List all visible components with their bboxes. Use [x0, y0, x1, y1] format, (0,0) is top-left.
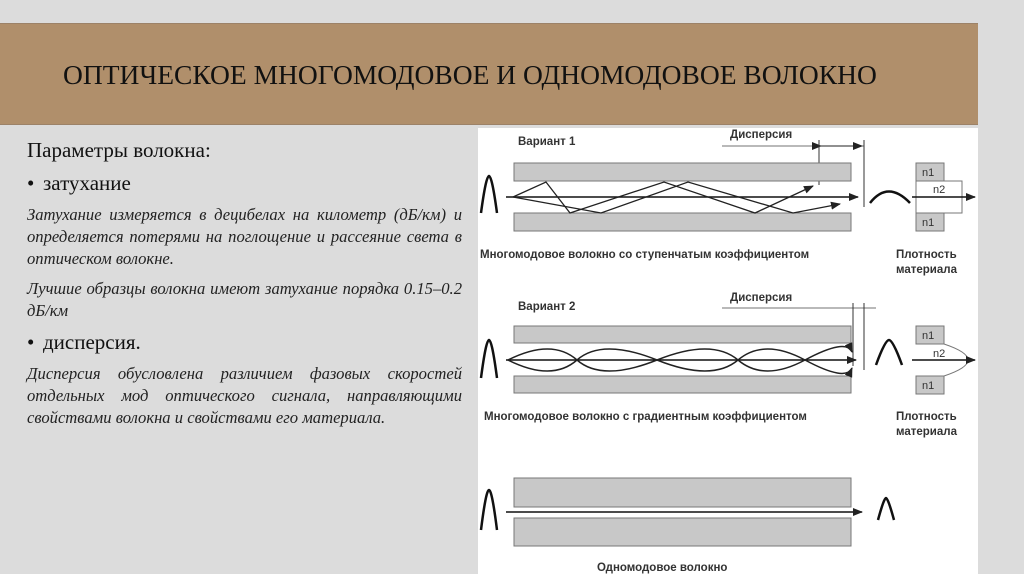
best-samples-paragraph: Лучшие образцы волокна имеют затухание порядка 0.15–0.2 дБ/км — [27, 279, 462, 320]
attenuation-paragraph: Затухание измеряется в децибелах на километр (дБ/км) и определяется потерями на поглощение и рассеяние света в оптическом волокне. — [27, 205, 462, 268]
bullet-text: дисперсия. — [43, 330, 141, 354]
bullet-text: затухание — [43, 171, 131, 195]
bullet-icon: • — [27, 330, 35, 354]
svg-text:материала: материала — [896, 264, 957, 276]
variant1-caption: Многомодовое волокно со ступенчатым коэффициентом — [480, 249, 810, 261]
cladding-top — [514, 163, 851, 181]
slide-title: ОПТИЧЕСКОЕ МНОГОМОДОВОЕ И ОДНОМОДОВОЕ ВОЛОКНО — [63, 59, 877, 90]
svg-text:Плотность: Плотность — [896, 411, 957, 423]
svg-text:n2: n2 — [933, 184, 946, 196]
svg-text:n1: n1 — [922, 380, 935, 392]
variant2-label: Вариант 2 — [518, 301, 576, 313]
variant1-label: Вариант 1 — [518, 136, 576, 148]
svg-text:n1: n1 — [922, 330, 935, 342]
svg-text:n1: n1 — [922, 217, 935, 229]
svg-text:Плотность: Плотность — [896, 249, 957, 261]
svg-text:материала: материала — [896, 426, 957, 438]
parameters-heading: Параметры волокна: — [27, 138, 211, 162]
cladding-bottom — [514, 213, 851, 231]
singlemode-caption: Одномодовое волокно — [597, 562, 728, 574]
variant1-dispersion-label: Дисперсия — [730, 129, 793, 141]
dispersion-paragraph: Дисперсия обусловлена различием фазовых скоростей отдельных мод оптического сигнала, направляющими свойствами волокна и свойствами его материала. — [27, 364, 462, 427]
svg-text:n1: n1 — [922, 167, 935, 179]
variant2-caption: Многомодовое волокно с градиентным коэффициентом — [484, 411, 807, 423]
bullet-icon: • — [27, 171, 35, 195]
svg-text:n2: n2 — [933, 348, 946, 360]
variant2-dispersion-label: Дисперсия — [730, 292, 793, 304]
